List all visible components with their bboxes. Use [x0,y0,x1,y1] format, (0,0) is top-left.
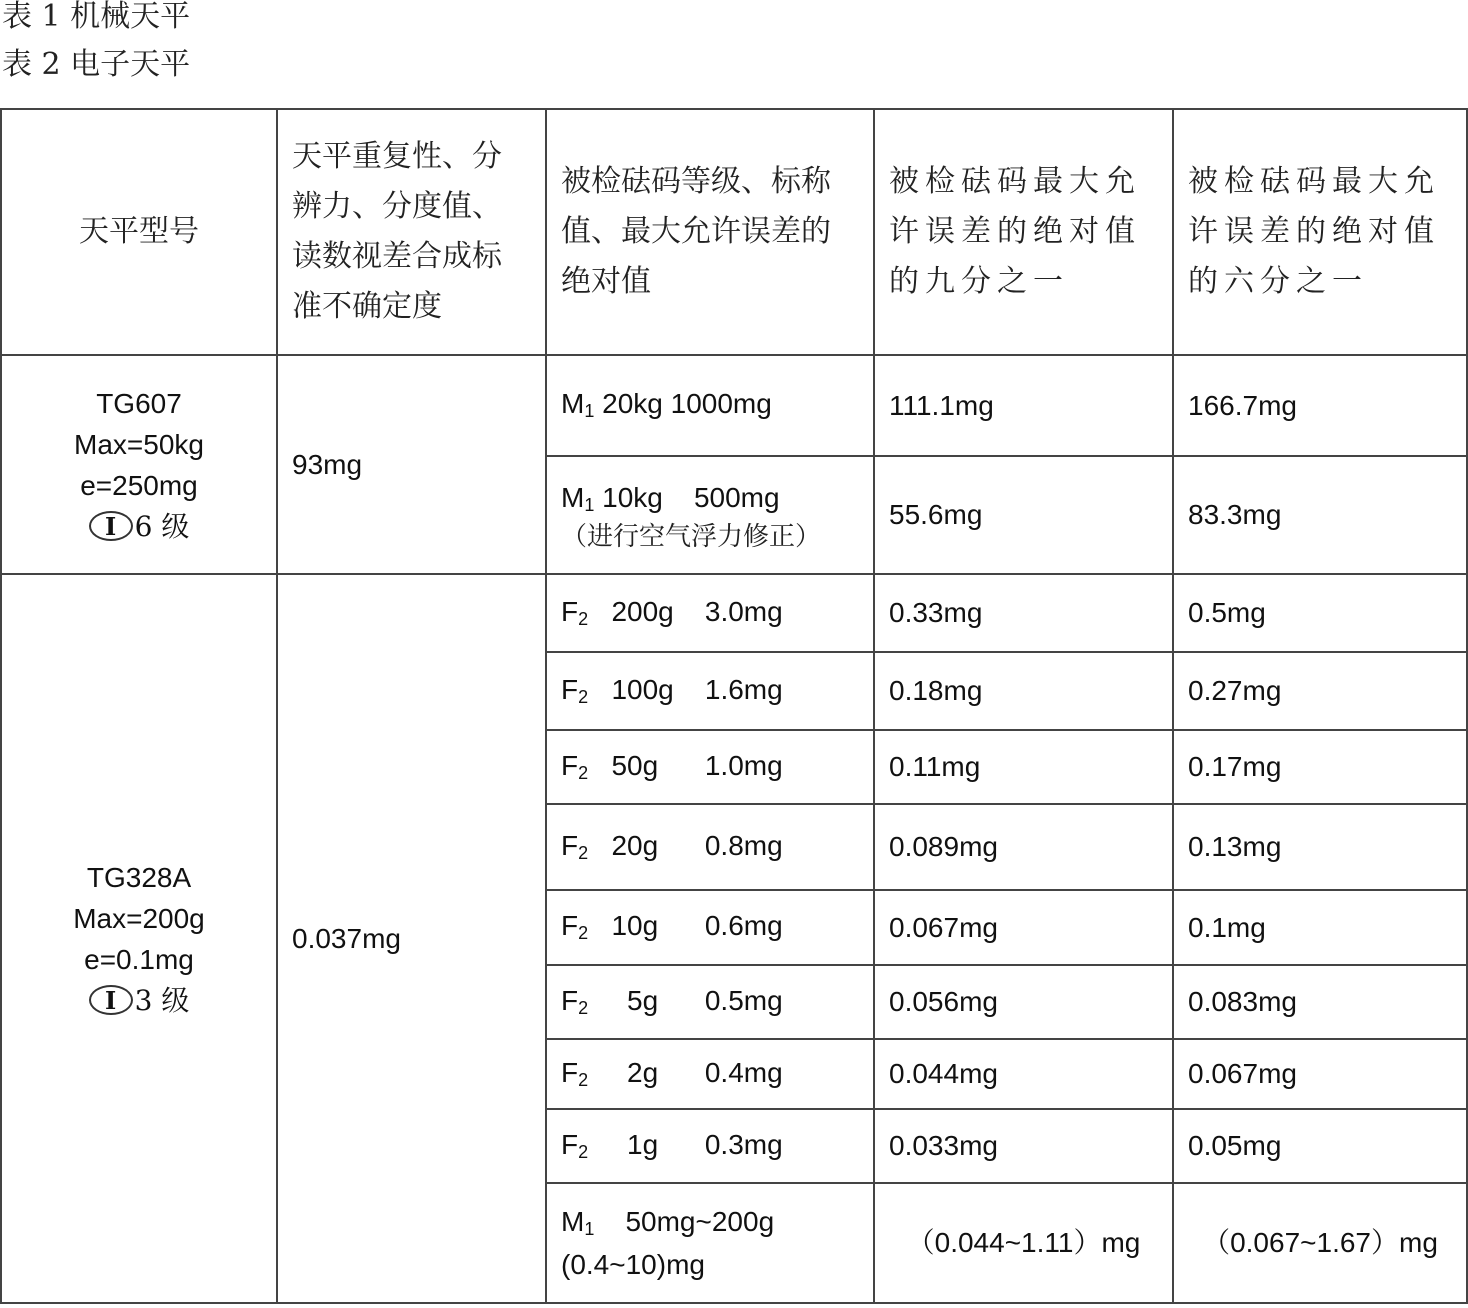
ninth-cell: 111.1mg [874,355,1173,456]
weight-spec: 20g 0.8mg [588,829,783,861]
ninth-cell: 0.33mg [874,574,1173,652]
model-e: e=250mg [80,469,198,501]
weight-spec: 200g 3.0mg [588,595,783,627]
sixth-cell: 0.1mg [1173,890,1467,965]
weight-spec: 20kg 1000mg [594,388,772,419]
class-letter: F [561,749,579,781]
sixth-cell: 166.7mg [1173,355,1467,456]
weight-class-cell [546,890,874,965]
uncertainty-cell: 93mg [277,355,546,574]
weight-class-cell [546,965,874,1039]
weight-spec: 10g 0.6mg [588,910,783,941]
class-letter: F [561,673,579,705]
class-subscript: 2 [578,842,589,863]
accuracy-class-icon: I [89,985,133,1015]
accuracy-class [89,980,190,1021]
ninth-cell: 0.033mg [874,1109,1173,1183]
sixth-cell: 0.13mg [1173,804,1467,890]
buoyancy-note: （进行空气浮力修正） [561,521,822,552]
weight-spec: 10kg 500mg [594,481,780,513]
ninth-cell: 0.067mg [874,890,1173,965]
table-row [1,355,1467,456]
model-cell [1,574,277,1303]
header-uncertainty: 天平重复性、分辨力、分度值、读数视差合成标准不确定度 [277,109,546,355]
class-subscript: 2 [578,762,589,783]
ninth-cell: 0.089mg [874,804,1173,890]
sixth-cell: （0.067~1.67）mg [1173,1183,1467,1303]
class-letter: F [561,595,579,627]
grade-level: 3 级 [134,983,190,1017]
error-range: (0.4~10)mg [561,1248,705,1280]
model-cell [1,355,277,574]
sixth-cell: 0.083mg [1173,965,1467,1039]
class-subscript: 2 [578,997,589,1018]
ninth-cell: （0.044~1.11）mg [874,1183,1173,1303]
weight-spec: 100g 1.6mg [588,673,783,705]
class-letter: F [561,910,579,941]
sixth-cell: 83.3mg [1173,456,1467,574]
ninth-cell: 0.11mg [874,730,1173,804]
class-letter: F [561,984,579,1016]
class-subscript: 2 [578,923,589,943]
class-letter: M [561,388,585,419]
weight-class-cell [546,1183,874,1303]
weight-class-cell [546,652,874,730]
weight-spec: 50g 1.0mg [588,749,783,781]
class-subscript: 2 [578,686,589,707]
weight-class-cell [546,730,874,804]
weight-class-cell [546,804,874,890]
accuracy-class [89,506,190,547]
table-caption-1: 表 1 机械天平 [2,0,191,34]
ninth-cell: 0.18mg [874,652,1173,730]
model-max: Max=50kg [74,428,204,460]
weight-spec: 5g 0.5mg [588,984,783,1016]
class-letter: M [561,1205,585,1237]
sixth-cell: 0.05mg [1173,1109,1467,1183]
weight-class-cell [546,1039,874,1109]
class-letter: F [561,1056,579,1088]
table-row [1,574,1467,652]
grade-level: 6 级 [134,509,190,543]
weight-class-cell [546,355,874,456]
balance-table [0,108,1468,1304]
class-letter: F [561,1128,579,1160]
model-max: Max=200g [73,902,205,934]
model-name: TG607 [96,387,182,419]
uncertainty-cell: 0.037mg [277,574,546,1303]
class-letter: M [561,481,585,513]
class-subscript: 2 [578,1069,589,1090]
weight-spec: 2g 0.4mg [588,1056,783,1088]
class-subscript: 1 [584,494,595,515]
model-e: e=0.1mg [84,943,194,975]
weight-spec: 1g 0.3mg [588,1128,783,1160]
weight-spec: 50mg~200g [594,1205,775,1237]
header-model: 天平型号 [1,109,277,355]
header-row [1,109,1467,355]
header-weight-class: 被检砝码等级、标称值、最大允许误差的绝对值 [546,109,874,355]
ninth-cell: 55.6mg [874,456,1173,574]
accuracy-class-icon: I [89,511,133,541]
weight-class-cell [546,1109,874,1183]
weight-class-cell [546,574,874,652]
header-one-ninth: 被检砝码最大允许误差的绝对值的九分之一 [874,109,1173,355]
table-caption-2: 表 2 电子天平 [2,47,191,82]
class-subscript: 2 [578,1141,589,1162]
class-letter: F [561,829,579,861]
ninth-cell: 0.056mg [874,965,1173,1039]
sixth-cell: 0.17mg [1173,730,1467,804]
sixth-cell: 0.067mg [1173,1039,1467,1109]
sixth-cell: 0.5mg [1173,574,1467,652]
model-name: TG328A [86,861,192,893]
class-subscript: 2 [578,608,589,629]
class-subscript: 1 [584,401,595,421]
header-one-sixth: 被检砝码最大允许误差的绝对值的六分之一 [1173,109,1467,355]
sixth-cell: 0.27mg [1173,652,1467,730]
class-subscript: 1 [584,1218,595,1239]
ninth-cell: 0.044mg [874,1039,1173,1109]
weight-class-cell [546,456,874,574]
